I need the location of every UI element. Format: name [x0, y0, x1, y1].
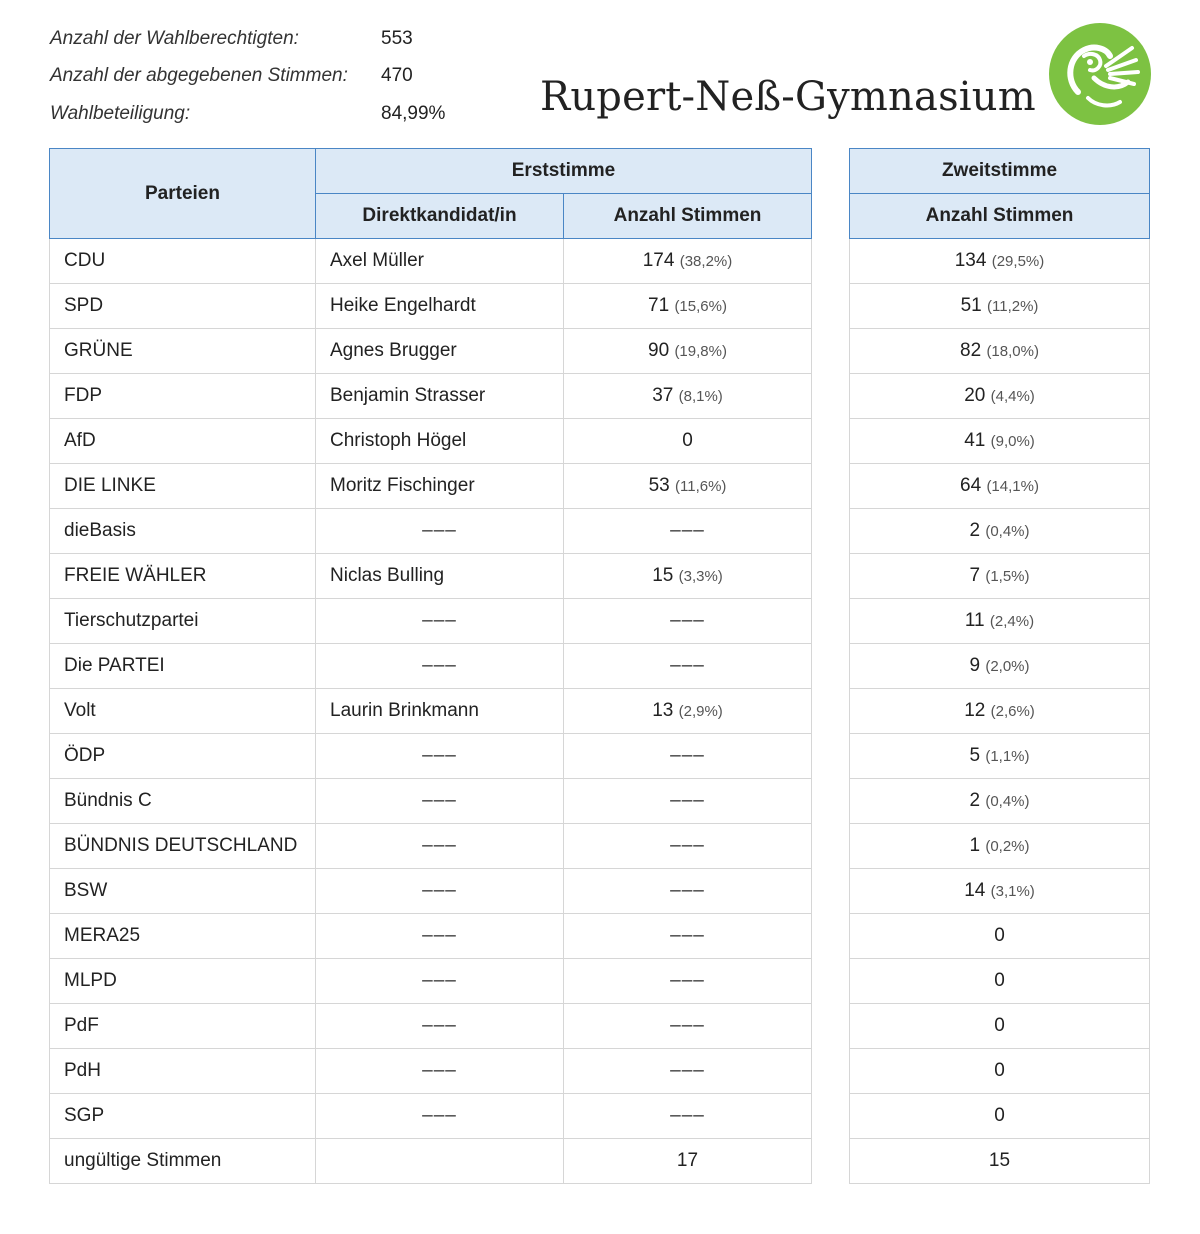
first-votes-cell	[564, 959, 812, 1004]
second-votes-cell	[850, 509, 1150, 554]
party-cell: BÜNDNIS DEUTSCHLAND	[50, 824, 316, 869]
first-votes-percent: (15,6%)	[674, 298, 727, 315]
second-votes-cell	[850, 824, 1150, 869]
table-row	[50, 284, 812, 329]
candidate-cell	[316, 1139, 564, 1184]
header-votes-first: Anzahl Stimmen	[564, 194, 812, 239]
table-row	[50, 464, 812, 509]
first-vote-table	[49, 148, 812, 1184]
table-row	[850, 599, 1150, 644]
first-votes-value: –––	[670, 880, 705, 901]
second-votes-cell	[850, 1139, 1150, 1184]
candidate-name: Axel Müller	[330, 250, 424, 271]
candidate-cell	[316, 419, 564, 464]
first-votes-value: 15	[652, 565, 674, 586]
candidate-name: –––	[422, 610, 457, 631]
header-first-vote: Erststimme	[316, 149, 812, 194]
first-votes-cell	[564, 554, 812, 599]
header-party: Parteien	[50, 149, 316, 239]
first-votes-cell	[564, 464, 812, 509]
first-votes-cell	[564, 1139, 812, 1184]
candidate-cell	[316, 599, 564, 644]
first-votes-percent: (8,1%)	[678, 388, 723, 405]
table-row	[850, 239, 1150, 284]
second-votes-value: 134	[954, 250, 987, 271]
party-cell: AfD	[50, 419, 316, 464]
candidate-cell	[316, 554, 564, 599]
first-votes-value: 17	[676, 1150, 699, 1171]
first-votes-percent: (19,8%)	[674, 343, 727, 360]
candidate-cell	[316, 869, 564, 914]
first-votes-cell	[564, 914, 812, 959]
dragon-logo-icon	[1048, 22, 1152, 126]
first-votes-value: –––	[670, 745, 705, 766]
first-votes-cell	[564, 644, 812, 689]
second-votes-value: 0	[994, 925, 1005, 946]
candidate-cell	[316, 509, 564, 554]
party-cell: Tierschutzpartei	[50, 599, 316, 644]
candidate-cell	[316, 1094, 564, 1139]
second-votes-percent: (4,4%)	[990, 388, 1035, 405]
second-votes-percent: (9,0%)	[990, 433, 1035, 450]
stat-row	[50, 20, 445, 58]
party-cell: PdH	[50, 1049, 316, 1094]
table-row	[50, 1094, 812, 1139]
first-votes-percent: (3,3%)	[678, 568, 723, 585]
first-votes-value: –––	[670, 1105, 705, 1126]
second-votes-cell	[850, 1004, 1150, 1049]
candidate-name: –––	[422, 1060, 457, 1081]
party-cell: FREIE WÄHLER	[50, 554, 316, 599]
party-cell: ÖDP	[50, 734, 316, 779]
table-row	[850, 284, 1150, 329]
second-votes-percent: (11,2%)	[987, 298, 1039, 315]
first-votes-cell	[564, 824, 812, 869]
second-votes-percent: (29,5%)	[991, 253, 1045, 270]
second-votes-percent: (0,2%)	[985, 838, 1030, 855]
second-votes-value: 64	[960, 475, 982, 496]
first-votes-value: 71	[648, 295, 670, 316]
table-row	[50, 914, 812, 959]
first-votes-value: –––	[670, 925, 705, 946]
second-votes-percent: (2,6%)	[990, 703, 1035, 720]
second-votes-value: 51	[960, 295, 982, 316]
second-votes-value: 5	[969, 745, 981, 766]
second-votes-cell	[850, 329, 1150, 374]
table-row	[50, 959, 812, 1004]
table-row	[50, 239, 812, 284]
candidate-name: –––	[422, 880, 457, 901]
table-row	[850, 959, 1150, 1004]
table-row	[850, 464, 1150, 509]
table-row	[50, 419, 812, 464]
candidate-name: –––	[422, 925, 457, 946]
table-row	[50, 734, 812, 779]
party-cell: SPD	[50, 284, 316, 329]
candidate-cell	[316, 689, 564, 734]
candidate-cell	[316, 734, 564, 779]
stat-label: Wahlbeteiligung:	[50, 102, 191, 124]
first-votes-cell	[564, 284, 812, 329]
party-cell: dieBasis	[50, 509, 316, 554]
second-votes-cell	[850, 779, 1150, 824]
first-votes-cell	[564, 689, 812, 734]
party-cell: Die PARTEI	[50, 644, 316, 689]
second-votes-percent: (3,1%)	[990, 883, 1035, 900]
first-votes-value: –––	[670, 610, 705, 631]
second-vote-rows	[850, 239, 1150, 1184]
candidate-cell	[316, 284, 564, 329]
candidate-name: Agnes Brugger	[330, 340, 457, 361]
first-votes-value: 90	[648, 340, 670, 361]
first-votes-value: –––	[670, 520, 705, 541]
first-vote-rows	[50, 239, 812, 1184]
stat-value: 470	[381, 65, 413, 87]
candidate-cell	[316, 239, 564, 284]
first-votes-value: –––	[670, 655, 705, 676]
first-votes-value: 13	[652, 700, 674, 721]
second-votes-value: 14	[964, 880, 986, 901]
candidate-name: –––	[422, 655, 457, 676]
second-votes-cell	[850, 914, 1150, 959]
table-row	[50, 1049, 812, 1094]
table-row	[850, 644, 1150, 689]
second-votes-value: 2	[969, 790, 981, 811]
candidate-cell	[316, 1049, 564, 1094]
first-votes-value: 53	[648, 475, 670, 496]
table-row	[850, 779, 1150, 824]
first-votes-cell	[564, 509, 812, 554]
second-votes-value: 12	[964, 700, 986, 721]
table-row	[50, 509, 812, 554]
second-votes-cell	[850, 734, 1150, 779]
party-cell: FDP	[50, 374, 316, 419]
first-votes-value: 37	[652, 385, 674, 406]
table-row	[850, 374, 1150, 419]
second-votes-cell	[850, 419, 1150, 464]
candidate-name: Moritz Fischinger	[330, 475, 475, 496]
party-cell: DIE LINKE	[50, 464, 316, 509]
second-votes-percent: (0,4%)	[985, 523, 1030, 540]
table-row	[850, 1094, 1150, 1139]
candidate-name: –––	[422, 790, 457, 811]
table-row	[850, 509, 1150, 554]
party-cell: BSW	[50, 869, 316, 914]
candidate-cell	[316, 779, 564, 824]
candidate-cell	[316, 1004, 564, 1049]
second-votes-cell	[850, 869, 1150, 914]
table-row	[50, 779, 812, 824]
candidate-name: –––	[422, 1015, 457, 1036]
candidate-name: –––	[422, 970, 457, 991]
header-candidate: Direktkandidat/in	[316, 194, 564, 239]
second-votes-value: 0	[994, 1015, 1005, 1036]
second-votes-percent: (0,4%)	[985, 793, 1030, 810]
stat-row	[50, 58, 445, 96]
first-votes-cell	[564, 779, 812, 824]
election-stats	[50, 20, 445, 133]
candidate-cell	[316, 959, 564, 1004]
table-row	[50, 644, 812, 689]
first-votes-cell	[564, 869, 812, 914]
candidate-cell	[316, 644, 564, 689]
first-votes-cell	[564, 419, 812, 464]
second-votes-cell	[850, 689, 1150, 734]
second-votes-cell	[850, 644, 1150, 689]
candidate-name: –––	[422, 520, 457, 541]
second-votes-cell	[850, 464, 1150, 509]
candidate-name: Christoph Högel	[330, 430, 467, 451]
first-votes-cell	[564, 734, 812, 779]
second-votes-value: 0	[994, 1060, 1005, 1081]
second-votes-percent: (18,0%)	[986, 343, 1039, 360]
first-votes-percent: (11,6%)	[675, 478, 727, 495]
second-votes-value: 9	[969, 655, 981, 676]
second-votes-percent: (14,1%)	[986, 478, 1039, 495]
second-votes-percent: (2,0%)	[985, 658, 1030, 675]
second-votes-value: 41	[964, 430, 986, 451]
table-row	[850, 869, 1150, 914]
table-row	[850, 734, 1150, 779]
table-row	[850, 419, 1150, 464]
table-row	[50, 1139, 812, 1184]
table-row	[50, 599, 812, 644]
second-votes-value: 20	[964, 385, 986, 406]
second-votes-percent: (1,1%)	[985, 748, 1030, 765]
second-votes-cell	[850, 959, 1150, 1004]
candidate-name: Laurin Brinkmann	[330, 700, 479, 721]
first-votes-cell	[564, 329, 812, 374]
first-votes-value: –––	[670, 1015, 705, 1036]
candidate-cell	[316, 464, 564, 509]
table-row	[50, 869, 812, 914]
table-row	[50, 824, 812, 869]
table-row	[850, 1049, 1150, 1094]
table-row	[50, 1004, 812, 1049]
stat-label: Anzahl der Wahlberechtigten:	[50, 27, 299, 49]
table-row	[850, 1139, 1150, 1184]
party-cell: MERA25	[50, 914, 316, 959]
header-votes-second: Anzahl Stimmen	[850, 194, 1150, 239]
stat-row	[50, 95, 445, 133]
second-votes-value: 7	[969, 565, 981, 586]
second-vote-table	[849, 148, 1150, 1184]
party-cell: GRÜNE	[50, 329, 316, 374]
second-votes-cell	[850, 1049, 1150, 1094]
second-votes-value: 15	[988, 1150, 1011, 1171]
second-votes-value: 2	[969, 520, 981, 541]
party-cell: SGP	[50, 1094, 316, 1139]
second-votes-value: 0	[994, 1105, 1005, 1126]
first-votes-cell	[564, 1094, 812, 1139]
table-row	[850, 689, 1150, 734]
stat-value: 553	[381, 27, 413, 49]
first-votes-value: –––	[670, 1060, 705, 1081]
header-second-vote: Zweitstimme	[850, 149, 1150, 194]
second-votes-percent: (2,4%)	[989, 613, 1035, 630]
candidate-name: Niclas Bulling	[330, 565, 445, 586]
stat-label: Anzahl der abgegebenen Stimmen:	[50, 65, 348, 87]
second-votes-cell	[850, 1094, 1150, 1139]
table-row	[50, 689, 812, 734]
second-votes-percent: (1,5%)	[985, 568, 1030, 585]
first-votes-cell	[564, 239, 812, 284]
first-votes-value: 0	[682, 430, 693, 451]
second-votes-value: 1	[969, 835, 981, 856]
first-votes-value: –––	[670, 790, 705, 811]
first-votes-value: –––	[670, 970, 705, 991]
candidate-name: –––	[422, 835, 457, 856]
second-votes-value: 82	[960, 340, 982, 361]
table-row	[850, 1004, 1150, 1049]
first-votes-cell	[564, 1049, 812, 1094]
candidate-cell	[316, 329, 564, 374]
table-row	[850, 824, 1150, 869]
first-votes-cell	[564, 374, 812, 419]
candidate-cell	[316, 374, 564, 419]
table-row	[50, 554, 812, 599]
party-cell: Volt	[50, 689, 316, 734]
party-cell: Bündnis C	[50, 779, 316, 824]
candidate-cell	[316, 914, 564, 959]
table-row	[50, 374, 812, 419]
school-name: Rupert-Neß-Gymnasium	[540, 74, 1036, 120]
candidate-cell	[316, 824, 564, 869]
second-votes-cell	[850, 599, 1150, 644]
table-row	[850, 914, 1150, 959]
second-votes-value: 0	[994, 970, 1005, 991]
candidate-name: –––	[422, 1105, 457, 1126]
candidate-name: –––	[422, 745, 457, 766]
party-cell: PdF	[50, 1004, 316, 1049]
candidate-name: Heike Engelhardt	[330, 295, 476, 316]
first-votes-value: 174	[642, 250, 675, 271]
second-votes-cell	[850, 239, 1150, 284]
stat-value: 84,99%	[381, 102, 446, 124]
first-votes-cell	[564, 599, 812, 644]
first-votes-percent: (38,2%)	[679, 253, 733, 270]
first-votes-percent: (2,9%)	[678, 703, 723, 720]
first-votes-cell	[564, 1004, 812, 1049]
first-votes-value: –––	[670, 835, 705, 856]
second-votes-cell	[850, 374, 1150, 419]
candidate-name: Benjamin Strasser	[330, 385, 486, 406]
table-row	[850, 554, 1150, 599]
party-cell: ungültige Stimmen	[50, 1139, 316, 1184]
party-cell: MLPD	[50, 959, 316, 1004]
table-row	[50, 329, 812, 374]
table-row	[850, 329, 1150, 374]
second-votes-cell	[850, 284, 1150, 329]
second-votes-cell	[850, 554, 1150, 599]
party-cell: CDU	[50, 239, 316, 284]
second-votes-value: 11	[964, 610, 985, 631]
